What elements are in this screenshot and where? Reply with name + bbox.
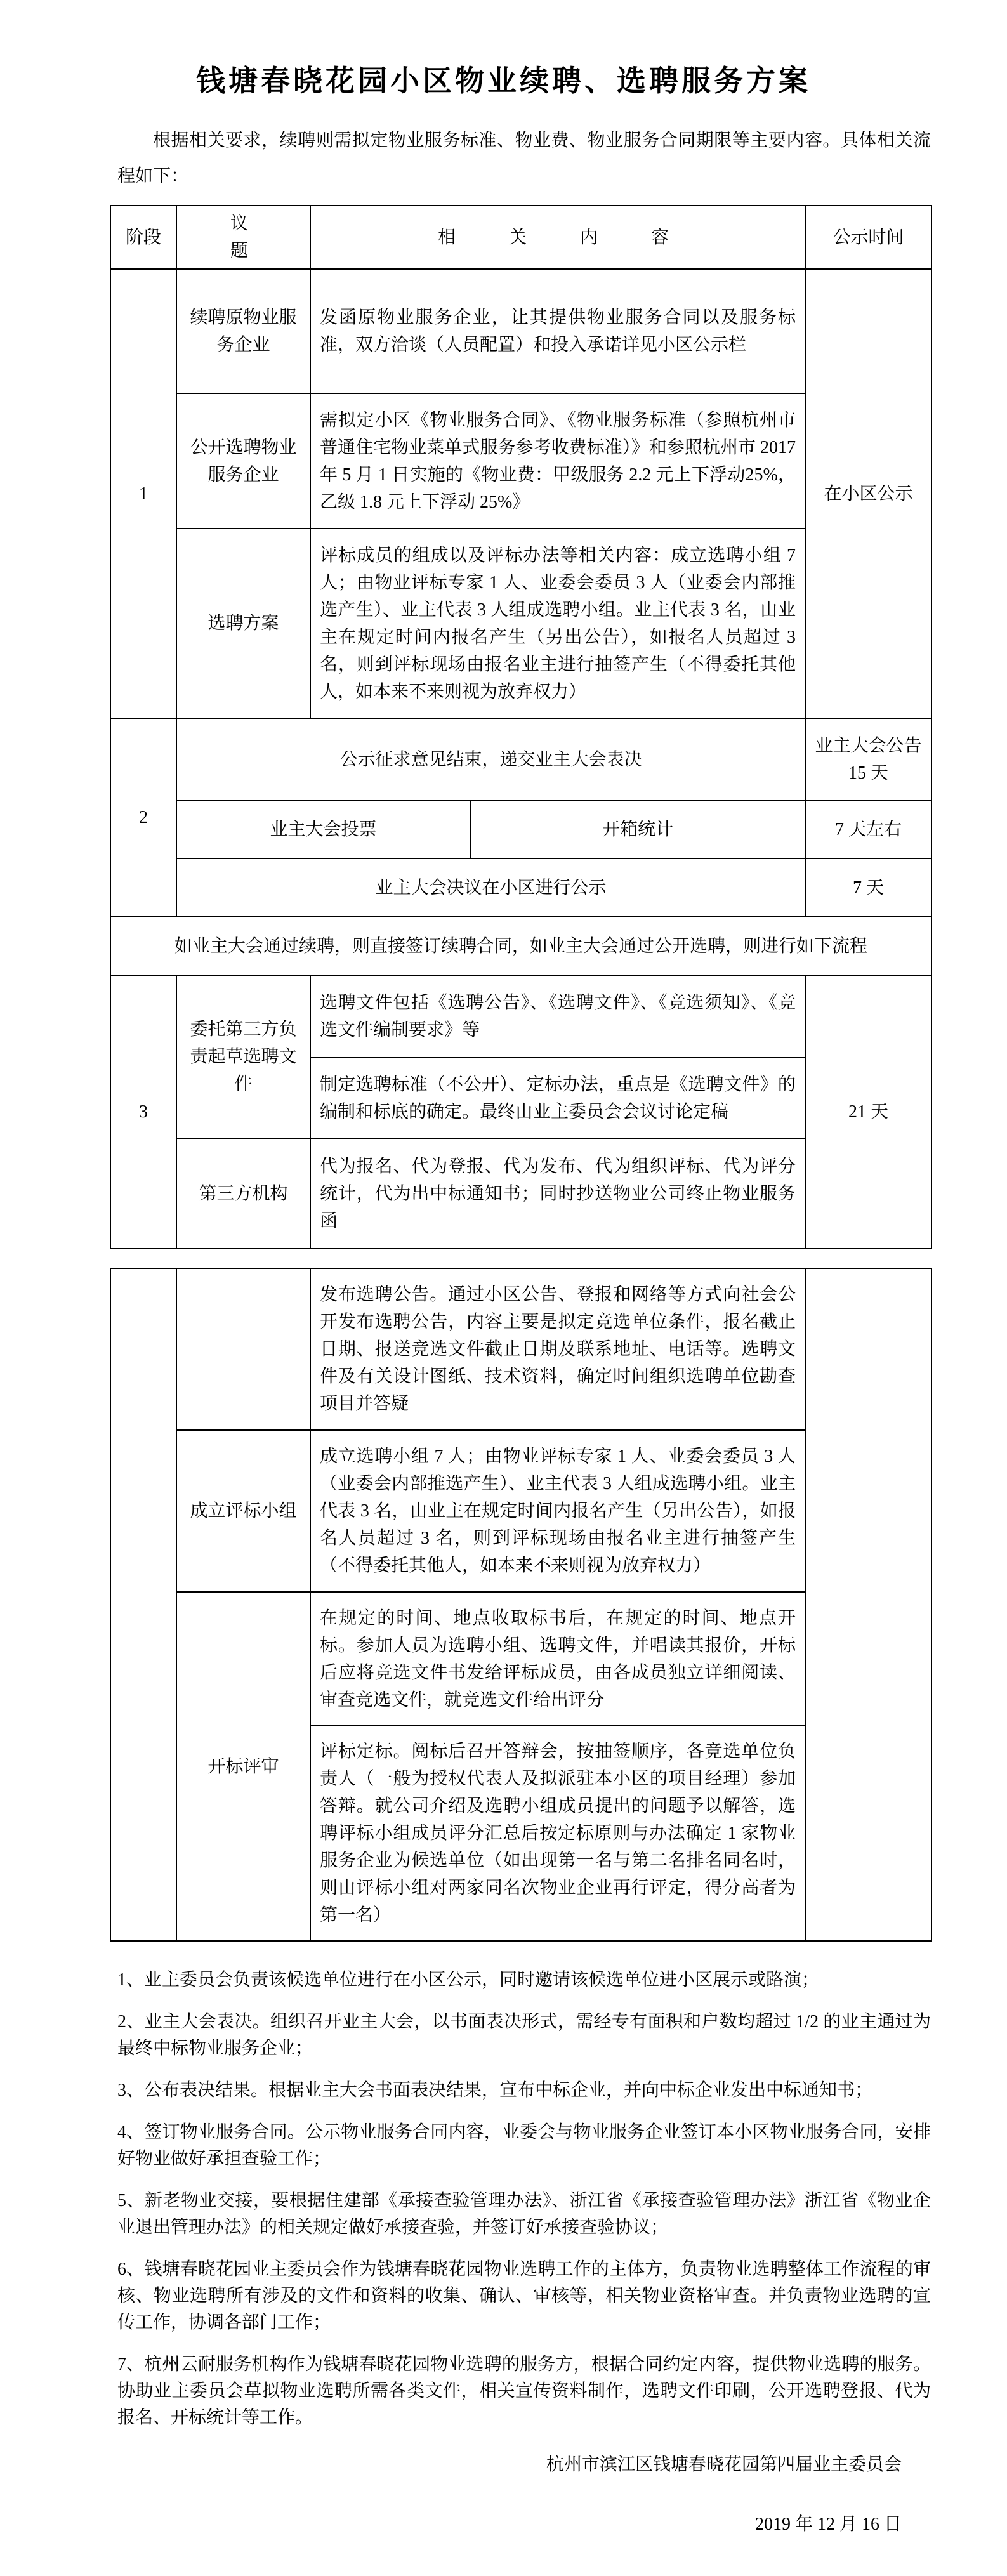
note-row-text: 如业主大会通过续聘，则直接签订续聘合同，如业主大会通过公开选聘，则进行如下流程 — [110, 917, 931, 975]
phase2-content-count: 开箱统计 — [470, 801, 805, 858]
paragraph-7: 7、杭州云耐服务机构作为钱塘春晓花园物业选聘的服务方，根据合同约定内容，提供物业选聘的服务。协助业主委员会草拟物业选聘所需各类文件，相关宣传资料制作，选聘文件印刷，公开选聘登报、代为报名、开标统计等工作。 — [117, 2355, 931, 2428]
paragraph-4: 4、签订物业服务合同。公示物业服务合同内容，业委会与物业服务企业签订本小区物业服务合同，安排好物业做好承担查验工作； — [117, 2122, 931, 2169]
phase3-content-doc-list: 选聘文件包括《选聘公告》、《选聘文件》、《竞选须知》、《竞选文件编制要求》等 — [310, 975, 805, 1058]
table1-phase2-row2 — [110, 801, 931, 858]
table1-header-topic: 议题 — [176, 206, 310, 269]
process-table-2 — [110, 1268, 932, 1942]
paragraph-3: 3、公布表决结果。根据业主大会书面表决结果，宣布中标企业，并向中标企业发出中标通知书； — [117, 2080, 873, 2100]
paragraph-5: 5、新老物业交接，要根据住建部《承接查验管理办法》、浙江省《承接查验管理办法》浙江省《物业企业退出管理办法》的相关规定做好承接查验，并签订好承接查验协议； — [117, 2191, 931, 2237]
paragraph-6: 6、钱塘春晓花园业主委员会作为钱塘春晓花园物业选聘工作的主体方，负责物业选聘整体工作流程的审核、物业选聘所有涉及的文件和资料的收集、确认、审核等，相关物业资格审查。并负责物业选聘的宣传工作，协调各部门工作； — [117, 2259, 931, 2332]
process-table-1 — [110, 205, 932, 1249]
phase3-topic-draft-docs: 委托第三方负责起草选聘文件 — [176, 975, 310, 1138]
phase3-content-standard: 制定选聘标准（不公开）、定标办法，重点是《选聘文件》的编制和标底的确定。最终由业主委员会会议讨论定稿 — [310, 1058, 805, 1138]
document-date: 2019 年 12 月 16 日 — [754, 2514, 902, 2534]
table2-topic-empty — [176, 1268, 310, 1430]
table1-header-stage: 阶段 — [110, 206, 176, 269]
phase1-topic-plan: 选聘方案 — [176, 529, 310, 718]
phase1-publicity-time: 在小区公示 — [805, 269, 931, 718]
table1-phase3-row1 — [110, 975, 931, 1058]
phase3-number: 3 — [110, 975, 176, 1249]
table1-header-time: 公示时间 — [805, 206, 931, 269]
table2-content-bid-decision: 评标定标。阅标后召开答辩会，按抽签顺序，各竞选单位负责人（一般为授权代表人及拟派驻本小区的项目经理）参加答辩。就公司介绍及选聘小组成员提出的问题予以解答，选聘评标小组成员评分汇总后按定标原则与办法确定 1 家物业服务企业为候选单位（如出现第一名与第二名排名同名时，则由评标小组对两家同名次物业企业再行评定，得分高者为第一名） — [310, 1726, 805, 1941]
phase2-time-vote: 7 天左右 — [805, 801, 931, 858]
signature-committee: 杭州市滨江区钱塘春晓花园第四届业主委员会 — [546, 2455, 902, 2474]
phase1-content-open-tender: 需拟定小区《物业服务合同》、《物业服务标准（参照杭州市普通住宅物业菜单式服务参考收费标准）》和参照杭州市 2017 年 5 月 1 日实施的《物业费：甲级服务 2.2 元上下浮动25%，乙级 1.8 元上下浮动 25%》 — [310, 393, 805, 529]
table2-right-spacer-cell — [805, 1268, 931, 1941]
table2-content-bid-opening: 在规定的时间、地点收取标书后，在规定的时间、地点开标。参加人员为选聘小组、选聘文件，并唱读其报价，开标后应将竞选文件书发给评标成员，由各成员独立详细阅读、审查竞选文件，就竞选文件给出评分 — [310, 1592, 805, 1726]
phase3-publicity-time: 21 天 — [805, 975, 931, 1249]
phase2-content-submit-vote: 公示征求意见结束，递交业主大会表决 — [176, 718, 805, 801]
phase1-content-renew: 发函原物业服务企业，让其提供物业服务合同以及服务标准，双方洽谈（人员配置）和投入承诺详见小区公示栏 — [310, 269, 805, 393]
phase3-content-third-party: 代为报名、代为登报、代为发布、代为组织评标、代为评分统计，代为出中标通知书；同时抄送物业公司终止物业服务函 — [310, 1138, 805, 1249]
table1-header-row — [110, 206, 931, 269]
phase1-content-plan: 评标成员的组成以及评标办法等相关内容：成立选聘小组 7 人；由物业评标专家 1 人、业委会委员 3 人（业委会内部推选产生）、业主代表 3 人组成选聘小组。业主代表 3 名，由业主在规定时间内报名产生（另出公告），如报名人员超过 3 名，则到评标现场由报名业主进行抽签产生（不得委托其他人，如本来不来则视为放弃权力） — [310, 529, 805, 718]
phase2-time-publicity: 7 天 — [805, 858, 931, 917]
phase2-number: 2 — [110, 718, 176, 917]
table1-header-content: 相关内容 — [310, 206, 805, 269]
phase2-content-publicity: 业主大会决议在小区进行公示 — [176, 858, 805, 917]
table1-phase1-row1 — [110, 269, 931, 393]
table2-content-committee: 成立选聘小组 7 人；由物业评标专家 1 人、业委会委员 3 人（业委会内部推选产生）、业主代表 3 人组成选聘小组。业主代表 3 名，由业主在规定时间内报名产生（另出公告），如报名人员超过 3 名，则到评标现场由报名业主进行抽签产生（不得委托其他人，如本来不来则视为放弃权力） — [310, 1430, 805, 1592]
phase2-content-vote: 业主大会投票 — [176, 801, 470, 858]
table2-row-announcement — [110, 1268, 931, 1430]
table2-content-announcement: 发布选聘公告。通过小区公告、登报和网络等方式向社会公开发布选聘公告，内容主要是拟定竞选单位条件，报名截止日期、报送竞选文件截止日期及联系地址、电话等。选聘文件及有关设计图纸、技术资料，确定时间组织选聘单位勘查项目并答疑 — [310, 1268, 805, 1430]
intro-paragraph: 根据相关要求，续聘则需拟定物业服务标准、物业费、物业服务合同期限等主要内容。具体相关流程如下： — [117, 131, 931, 186]
table1-note-row — [110, 917, 931, 975]
phase1-topic-renew: 续聘原物业服务企业 — [176, 269, 310, 393]
table2-topic-committee: 成立评标小组 — [176, 1430, 310, 1592]
paragraph-2: 2、业主大会表决。组织召开业主大会，以书面表决形式，需经专有面积和户数均超过 1/2 的业主通过为最终中标物业服务企业； — [117, 2012, 931, 2058]
table2-left-spacer-cell — [110, 1268, 176, 1941]
phase2-time-announce: 业主大会公告 15 天 — [805, 718, 931, 801]
table2-topic-bid-review: 开标评审 — [176, 1592, 310, 1941]
table1-phase2-row1 — [110, 718, 931, 801]
paragraph-1: 1、业主委员会负责该候选单位进行在小区公示，同时邀请该候选单位进小区展示或路演； — [117, 1970, 820, 1990]
table1-phase2-row3 — [110, 858, 931, 917]
phase1-topic-open-tender: 公开选聘物业服务企业 — [176, 393, 310, 529]
signature-block — [110, 2452, 931, 2538]
numbered-paragraphs — [117, 1967, 931, 2431]
page-title: 钱塘春晓花园小区物业续聘、选聘服务方案 — [196, 65, 811, 97]
phase3-topic-third-party: 第三方机构 — [176, 1138, 310, 1249]
phase1-number: 1 — [110, 269, 176, 718]
